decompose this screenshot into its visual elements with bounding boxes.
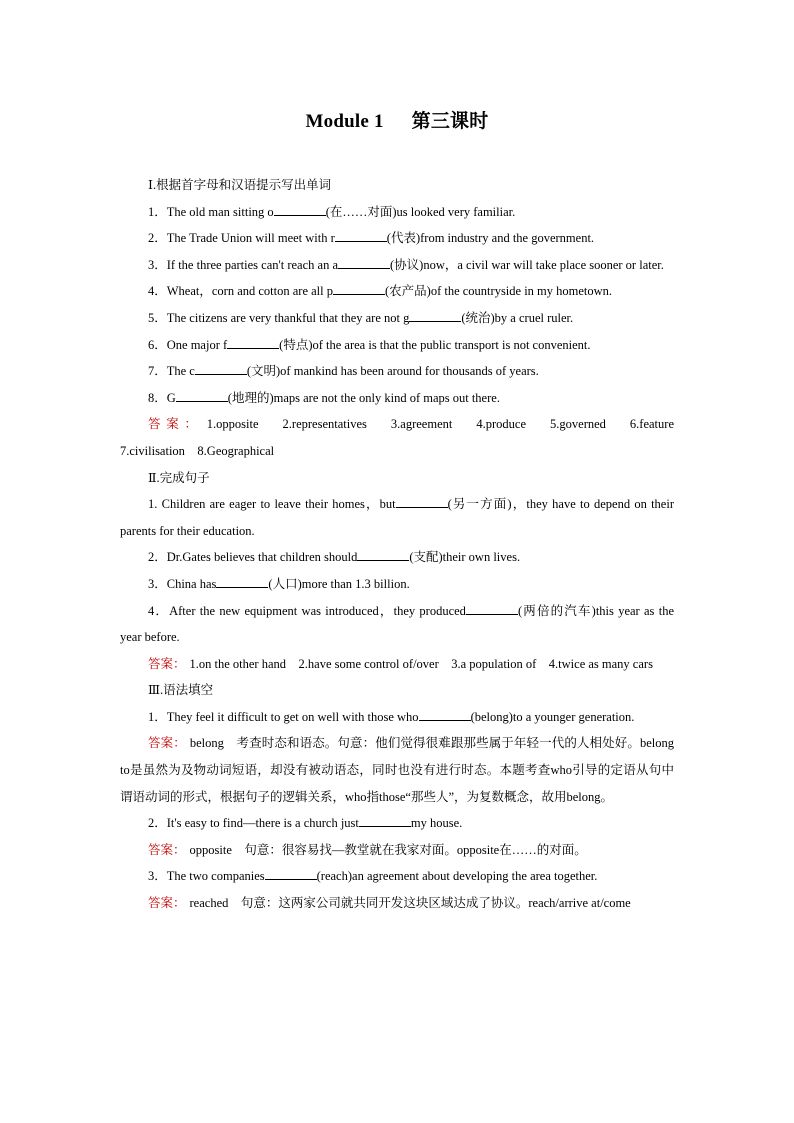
answer-blank xyxy=(176,388,228,402)
answer-blank xyxy=(357,547,409,561)
question-item: 1．They feel it difficult to get on well with those who (belong)to a younger generation. xyxy=(120,704,674,731)
module-title: Module 1 xyxy=(305,111,384,132)
question-item: 5．The citizens are very thankful that they are not g (统治)by a cruel ruler. xyxy=(120,305,674,332)
section-heading: Ⅱ.完成句子 xyxy=(148,470,210,485)
answer-blank xyxy=(227,335,279,349)
answer-block: 答案： opposite 句意：很容易找—教堂就在我家对面。opposite在……的对面。 xyxy=(148,842,587,857)
answer-blank xyxy=(396,494,448,508)
answer-blank xyxy=(195,361,247,375)
answer-blank xyxy=(265,866,317,880)
answer-label: 答案： xyxy=(148,656,186,671)
question-item: 7．The c (文明)of mankind has been around for thousands of years. xyxy=(120,358,674,385)
question-item: 2．The Trade Union will meet with r (代表)from industry and the government. xyxy=(120,225,674,252)
question-item: 4．Wheat，corn and cotton are all p (农产品)of the countryside in my hometown. xyxy=(120,278,674,305)
answer-label: 答案： xyxy=(148,736,186,751)
answer-block: 答案： 1.opposite 2.representatives 3.agreement 4.produce 5.governed 6.feature 7.civilisation 8.Geographical xyxy=(120,417,687,458)
question-item: 3．China has (人口)more than 1.3 billion. xyxy=(120,571,674,598)
question-item: 8．G (地理的)maps are not the only kind of maps out there. xyxy=(120,385,674,412)
answer-blank xyxy=(409,308,461,322)
question-item: 2．Dr.Gates believes that children should (支配)their own lives. xyxy=(120,544,674,571)
question-item: 1．The old man sitting o (在……对面)us looked very familiar. xyxy=(120,199,674,226)
document-body xyxy=(120,172,687,917)
answer-blank xyxy=(359,813,411,827)
answer-block: 答案： belong 考查时态和语态。句意：他们觉得很难跟那些属于年轻一代的人相处好。belong to是虽然为及物动词短语，却没有被动语态，同时也没有进行时态。本题考查who引导的定语从句中谓语动词的形式，根据句子的逻辑关系，who指those“那些人”，为复数概念，故用belong。 xyxy=(120,736,674,804)
answer-blank xyxy=(335,228,387,242)
question-item: 1. Children are eager to leave their homes，but (另一方面)，they have to depend on their parents for their education. xyxy=(120,491,674,544)
question-item: 3．The two companies (reach)an agreement about developing the area together. xyxy=(120,863,674,890)
answer-blank xyxy=(333,281,385,295)
answer-label: 答案： xyxy=(148,896,186,911)
answer-blank xyxy=(338,255,390,269)
answer-label: 答案： xyxy=(148,417,203,432)
question-item: 4．After the new equipment was introduced，they produced (两倍的汽车)this year as the year before. xyxy=(120,598,674,651)
section-heading: Ⅲ.语法填空 xyxy=(148,683,214,698)
answer-blank xyxy=(466,601,518,615)
section-heading: Ⅰ.根据首字母和汉语提示写出单词 xyxy=(148,178,332,192)
question-item: 2．It's easy to find—there is a church just my house. xyxy=(120,810,674,837)
question-item: 6．One major f (特点)of the area is that the public transport is not convenient. xyxy=(120,332,674,359)
answer-block: 答案： 1.on the other hand 2.have some control of/over 3.a population of 4.twice as many cars xyxy=(148,656,653,671)
question-item: 3．If the three parties can't reach an a (协议)now，a civil war will take place sooner or later. xyxy=(120,252,674,279)
answer-blank xyxy=(216,574,268,588)
answer-blank xyxy=(274,202,326,216)
page-title xyxy=(0,106,794,133)
lesson-title: 第三课时 xyxy=(411,111,489,132)
answer-label: 答案： xyxy=(148,842,186,857)
answer-block: 答案： reached 句意：这两家公司就共同开发这块区域达成了协议。reach/arrive at/come xyxy=(148,896,631,911)
answer-blank xyxy=(419,707,471,721)
